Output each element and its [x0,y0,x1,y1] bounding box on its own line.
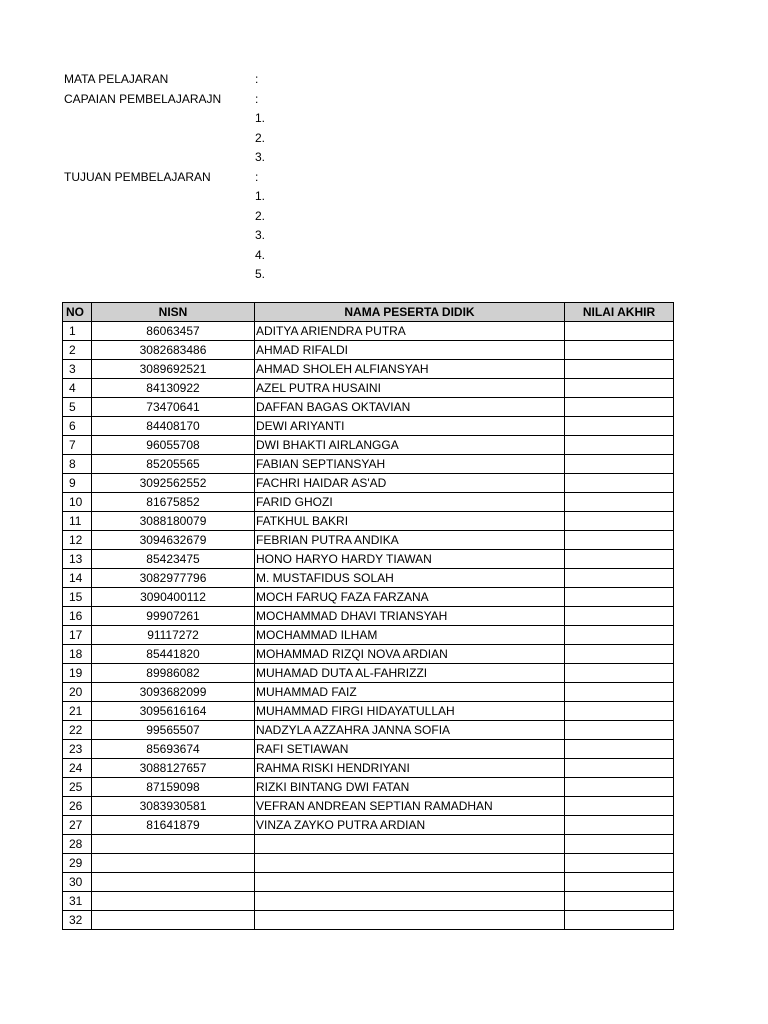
row-no-cell: 15 [63,588,92,607]
table-row [63,455,674,474]
row-nilai-cell [565,721,674,740]
tujuan-item-number: 4. [255,247,266,262]
tujuan-item [64,187,364,207]
table-row [63,873,674,892]
tujuan-item [64,265,364,285]
row-nilai-cell [565,702,674,721]
row-nilai-cell [565,341,674,360]
row-nisn-cell: 84130922 [92,379,255,398]
column-header-nisn: NISN [92,303,255,322]
row-nisn-cell: 96055708 [92,436,255,455]
row-no-cell: 19 [63,664,92,683]
capaian-item [64,129,364,149]
table-row [63,379,674,398]
row-nama-cell: MOCHAMMAD ILHAM [255,626,565,645]
row-nilai-cell [565,835,674,854]
row-nilai-cell [565,512,674,531]
mata-pelajaran-colon: : [255,72,259,86]
table-row [63,550,674,569]
row-nisn-cell: 3093682099 [92,683,255,702]
row-nama-cell [255,873,565,892]
row-nama-cell: RAFI SETIAWAN [255,740,565,759]
mata-pelajaran-row [64,70,364,90]
row-no-cell: 17 [63,626,92,645]
row-nisn-cell: 3088127657 [92,759,255,778]
table-row [63,493,674,512]
student-grade-table [62,302,674,930]
table-row [63,360,674,379]
row-no-cell: 6 [63,417,92,436]
row-no-cell: 11 [63,512,92,531]
table-row [63,835,674,854]
row-nama-cell: HONO HARYO HARDY TIAWAN [255,550,565,569]
table-row [63,607,674,626]
row-no-cell: 2 [63,341,92,360]
row-nisn-cell: 3082977796 [92,569,255,588]
tujuan-item-number: 1. [255,189,266,203]
row-nilai-cell [565,664,674,683]
row-no-cell: 18 [63,645,92,664]
tujuan-item [64,246,364,266]
row-no-cell: 8 [63,455,92,474]
row-no-cell: 24 [63,759,92,778]
column-header-no: NO [63,303,92,322]
table-row [63,569,674,588]
row-nisn-cell: 3082683486 [92,341,255,360]
row-nama-cell: FACHRI HAIDAR AS'AD [255,474,565,493]
capaian-item-number: 3. [255,150,266,164]
tujuan-colon: : [255,169,259,184]
row-no-cell: 28 [63,835,92,854]
row-nisn-cell: 3092562552 [92,474,255,493]
row-nama-cell: VEFRAN ANDREAN SEPTIAN RAMADHAN [255,797,565,816]
row-nilai-cell [565,645,674,664]
table-row [63,474,674,493]
row-no-cell: 27 [63,816,92,835]
row-no-cell: 10 [63,493,92,512]
row-nama-cell [255,911,565,930]
capaian-item [64,109,364,129]
row-no-cell: 22 [63,721,92,740]
table-row [63,341,674,360]
tujuan-item-number: 5. [255,267,266,281]
row-nilai-cell [565,398,674,417]
capaian-item-number: 1. [255,111,266,125]
row-nilai-cell [565,569,674,588]
row-nilai-cell [565,797,674,816]
row-no-cell: 26 [63,797,92,816]
row-nisn-cell: 85423475 [92,550,255,569]
row-nama-cell: DEWI ARIYANTI [255,417,565,436]
row-nisn-cell: 84408170 [92,417,255,436]
row-nisn-cell: 3095616164 [92,702,255,721]
tujuan-item [64,226,364,246]
table-row [63,436,674,455]
row-nisn-cell: 89986082 [92,664,255,683]
row-nisn-cell: 99565507 [92,721,255,740]
table-row [63,778,674,797]
row-nama-cell: FARID GHOZI [255,493,565,512]
column-header-nilai: NILAI AKHIR [565,303,674,322]
row-nilai-cell [565,759,674,778]
table-row [63,512,674,531]
row-nisn-cell: 3090400112 [92,588,255,607]
row-nama-cell: DWI BHAKTI AIRLANGGA [255,436,565,455]
table-row [63,683,674,702]
row-nilai-cell [565,531,674,550]
row-nama-cell: RIZKI BINTANG DWI FATAN [255,778,565,797]
table-row [63,911,674,930]
table-header-row [63,303,674,322]
row-no-cell: 9 [63,474,92,493]
row-nama-cell: MOCH FARUQ FAZA FARZANA [255,588,565,607]
row-no-cell: 30 [63,873,92,892]
row-nama-cell: AHMAD RIFALDI [255,341,565,360]
row-nama-cell: FEBRIAN PUTRA ANDIKA [255,531,565,550]
table-row [63,854,674,873]
row-nisn-cell [92,873,255,892]
row-nilai-cell [565,607,674,626]
row-nama-cell: VINZA ZAYKO PUTRA ARDIAN [255,816,565,835]
row-nama-cell: MUHAMMAD FAIZ [255,683,565,702]
row-nisn-cell: 85693674 [92,740,255,759]
tujuan-label: TUJUAN PEMBELAJARAN [64,169,211,184]
row-nisn-cell: 85205565 [92,455,255,474]
capaian-item-number: 2. [255,130,266,145]
row-nama-cell: MOHAMMAD RIZQI NOVA ARDIAN [255,645,565,664]
row-nilai-cell [565,550,674,569]
row-no-cell: 29 [63,854,92,873]
row-nama-cell: MOCHAMMAD DHAVI TRIANSYAH [255,607,565,626]
table-row [63,322,674,341]
row-nama-cell: M. MUSTAFIDUS SOLAH [255,569,565,588]
row-nama-cell [255,854,565,873]
row-no-cell: 4 [63,379,92,398]
table-row [63,626,674,645]
row-nilai-cell [565,892,674,911]
row-nisn-cell: 3088180079 [92,512,255,531]
row-no-cell: 13 [63,550,92,569]
row-nilai-cell [565,778,674,797]
row-nama-cell: AZEL PUTRA HUSAINI [255,379,565,398]
row-nilai-cell [565,417,674,436]
mata-pelajaran-label: MATA PELAJARAN [64,72,169,86]
table-row [63,892,674,911]
row-no-cell: 5 [63,398,92,417]
row-nama-cell: RAHMA RISKI HENDRIYANI [255,759,565,778]
row-nilai-cell [565,816,674,835]
table-row [63,702,674,721]
row-nilai-cell [565,360,674,379]
table-row [63,721,674,740]
row-nisn-cell [92,892,255,911]
table-row [63,816,674,835]
row-nilai-cell [565,854,674,873]
row-no-cell: 14 [63,569,92,588]
row-nilai-cell [565,436,674,455]
document-header [64,70,364,285]
row-nilai-cell [565,493,674,512]
table-row [63,645,674,664]
row-nama-cell [255,835,565,854]
table-row [63,398,674,417]
row-nisn-cell [92,835,255,854]
row-no-cell: 21 [63,702,92,721]
row-nilai-cell [565,873,674,892]
table-row [63,740,674,759]
row-nama-cell: FATKHUL BAKRI [255,512,565,531]
row-nilai-cell [565,474,674,493]
row-nisn-cell [92,854,255,873]
row-nama-cell: FABIAN SEPTIANSYAH [255,455,565,474]
row-no-cell: 31 [63,892,92,911]
capaian-item [64,148,364,168]
table-row [63,588,674,607]
row-nisn-cell: 73470641 [92,398,255,417]
row-nama-cell: AHMAD SHOLEH ALFIANSYAH [255,360,565,379]
row-no-cell: 7 [63,436,92,455]
tujuan-row [64,168,364,188]
row-no-cell: 1 [63,322,92,341]
table-row [63,797,674,816]
row-nama-cell: ADITYA ARIENDRA PUTRA [255,322,565,341]
row-nilai-cell [565,683,674,702]
row-no-cell: 16 [63,607,92,626]
row-no-cell: 32 [63,911,92,930]
row-nisn-cell: 3083930581 [92,797,255,816]
row-nama-cell: NADZYLA AZZAHRA JANNA SOFIA [255,721,565,740]
tujuan-item-number: 2. [255,208,266,223]
row-nama-cell [255,892,565,911]
table-row [63,759,674,778]
capaian-row [64,90,364,110]
row-nilai-cell [565,626,674,645]
row-nisn-cell: 3094632679 [92,531,255,550]
row-no-cell: 20 [63,683,92,702]
row-no-cell: 3 [63,360,92,379]
row-no-cell: 25 [63,778,92,797]
capaian-label: CAPAIAN PEMBELAJARAJN [64,91,222,106]
table-row [63,664,674,683]
row-nisn-cell: 81675852 [92,493,255,512]
row-nilai-cell [565,588,674,607]
row-nama-cell: MUHAMMAD FIRGI HIDAYATULLAH [255,702,565,721]
row-nilai-cell [565,455,674,474]
column-header-nama: NAMA PESERTA DIDIK [255,303,565,322]
table-row [63,531,674,550]
row-nisn-cell: 87159098 [92,778,255,797]
row-no-cell: 12 [63,531,92,550]
row-no-cell: 23 [63,740,92,759]
row-nilai-cell [565,322,674,341]
row-nisn-cell: 86063457 [92,322,255,341]
row-nama-cell: MUHAMAD DUTA AL-FAHRIZZI [255,664,565,683]
row-nisn-cell: 99907261 [92,607,255,626]
table-row [63,417,674,436]
row-nilai-cell [565,740,674,759]
row-nisn-cell [92,911,255,930]
table-body [63,322,674,930]
row-nisn-cell: 3089692521 [92,360,255,379]
row-nilai-cell [565,379,674,398]
row-nisn-cell: 81641879 [92,816,255,835]
tujuan-item [64,207,364,227]
row-nisn-cell: 91117272 [92,626,255,645]
row-nilai-cell [565,911,674,930]
row-nisn-cell: 85441820 [92,645,255,664]
row-nama-cell: DAFFAN BAGAS OKTAVIAN [255,398,565,417]
capaian-colon: : [255,91,259,106]
tujuan-item-number: 3. [255,228,266,242]
